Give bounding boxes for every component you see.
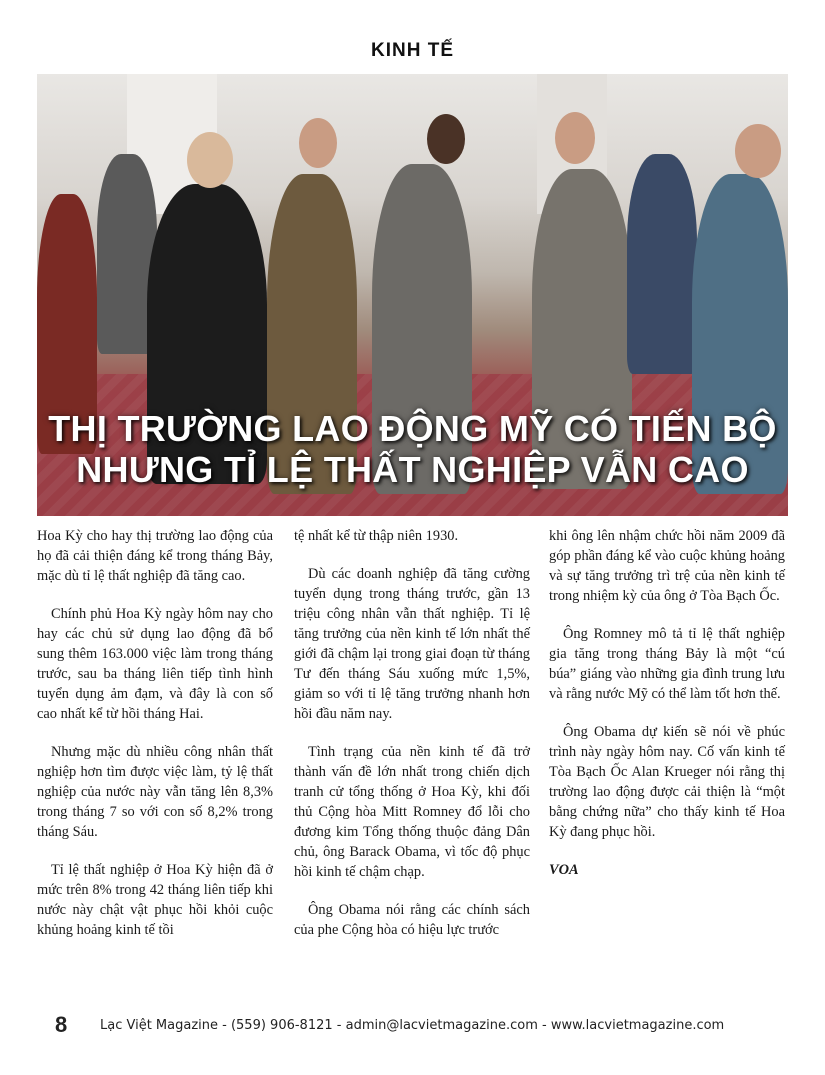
page-number: 8 <box>55 1012 68 1037</box>
headline-line-1: THỊ TRƯỜNG LAO ĐỘNG MỸ CÓ TIẾN BỘ <box>48 408 777 449</box>
paragraph: Ông Obama nói rằng các chính sách của phe Cộng hòa có hiệu lực trước <box>294 902 530 938</box>
paragraph: Dù các doanh nghiệp đã tăng cường tuyển dụng trong tháng trước, gần 13 triệu công nhân vẫn thất nghiệp. Tỉ lệ tăng trưởng của nền kinh tế lớn nhất thế giới đã chậm lại trong giai đoạn từ tháng Tư đến tháng Sáu xuống mức 1,5%, giảm so với tỉ lệ tăng trưởng nhanh hơn hồi đầu năm nay. <box>294 566 530 722</box>
person-bg <box>627 154 697 374</box>
paragraph: Ông Obama dự kiến sẽ nói về phúc trình này ngày hôm nay. Cố vấn kinh tế Tòa Bạch Ốc Alan Krueger nói rằng thị trường lao động được cải thiện là “một bằng chứng nữa” cho thấy kinh tế Hoa Kỳ đang phục hồi. <box>549 724 785 840</box>
article-column-3 <box>549 526 785 898</box>
section-title: KINH TẾ <box>371 40 454 61</box>
paragraph: Nhưng mặc dù nhiều công nhân thất nghiệp hơn tìm được việc làm, tỷ lệ thất nghiệp của nước này vẫn tăng lên 8,3% trong tháng 7 so với con số 8,2% trong tháng Sáu. <box>37 744 273 840</box>
article-column-1 <box>37 526 273 958</box>
head <box>735 124 781 178</box>
paragraph: Tỉ lệ thất nghiệp ở Hoa Kỳ hiện đã ở mức trên 8% trong 42 tháng liên tiếp khi nước này chật vật phục hồi khỏi cuộc khủng hoảng kinh tế tồi <box>37 862 273 938</box>
head <box>555 112 595 164</box>
article-column-2 <box>294 526 530 958</box>
page-footer <box>37 1012 797 1040</box>
paragraph: tệ nhất kể từ thập niên 1930. <box>294 528 459 544</box>
article-signature: VOA <box>549 862 579 878</box>
paragraph: Chính phủ Hoa Kỳ ngày hôm nay cho hay các chủ sử dụng lao động đã bổ sung thêm 163.000 việc làm trong tháng trước, sau ba tháng liên tiếp tình hình tuyển dụng ảm đạm, và đây là con số cao nhất kể từ hồi tháng Hai. <box>37 606 273 722</box>
headline <box>37 408 788 490</box>
headline-line-2: NHƯNG TỈ LỆ THẤT NGHIỆP VẪN CAO <box>76 449 749 490</box>
head <box>299 118 337 168</box>
paragraph: Hoa Kỳ cho hay thị trường lao động của họ đã cải thiện đáng kể trong tháng Bảy, mặc dù tỉ lệ thất nghiệp đã tăng cao. <box>37 528 273 584</box>
paragraph: Ông Romney mô tả tỉ lệ thất nghiệp gia tăng trong tháng Bảy là một “cú búa” giáng vào những gia đình trung lưu và rằng nước Mỹ có thể làm tốt hơn thế. <box>549 626 785 702</box>
footer-contact: Lạc Việt Magazine - (559) 906-8121 - admin@lacvietmagazine.com - www.lacvietmagazine.com <box>100 1018 725 1033</box>
paragraph: Tình trạng của nền kinh tế đã trở thành vấn đề lớn nhất trong chiến dịch tranh cử tổng thống ở Hoa Kỳ, khi đối thủ Cộng hòa Mitt Romney đổ lỗi cho đương kim Tổng thống thuộc đảng Dân chủ, ông Barack Obama, vì tốc độ phục hồi kinh tế chậm chạp. <box>294 744 530 880</box>
head <box>427 114 465 164</box>
head <box>187 132 233 188</box>
paragraph: khi ông lên nhậm chức hồi năm 2009 đã góp phần đáng kể vào cuộc khủng hoảng và sự tăng trưởng trì trệ của nền kinh tế trong nhiệm kỳ của ông ở Tòa Bạch Ốc. <box>549 528 785 604</box>
